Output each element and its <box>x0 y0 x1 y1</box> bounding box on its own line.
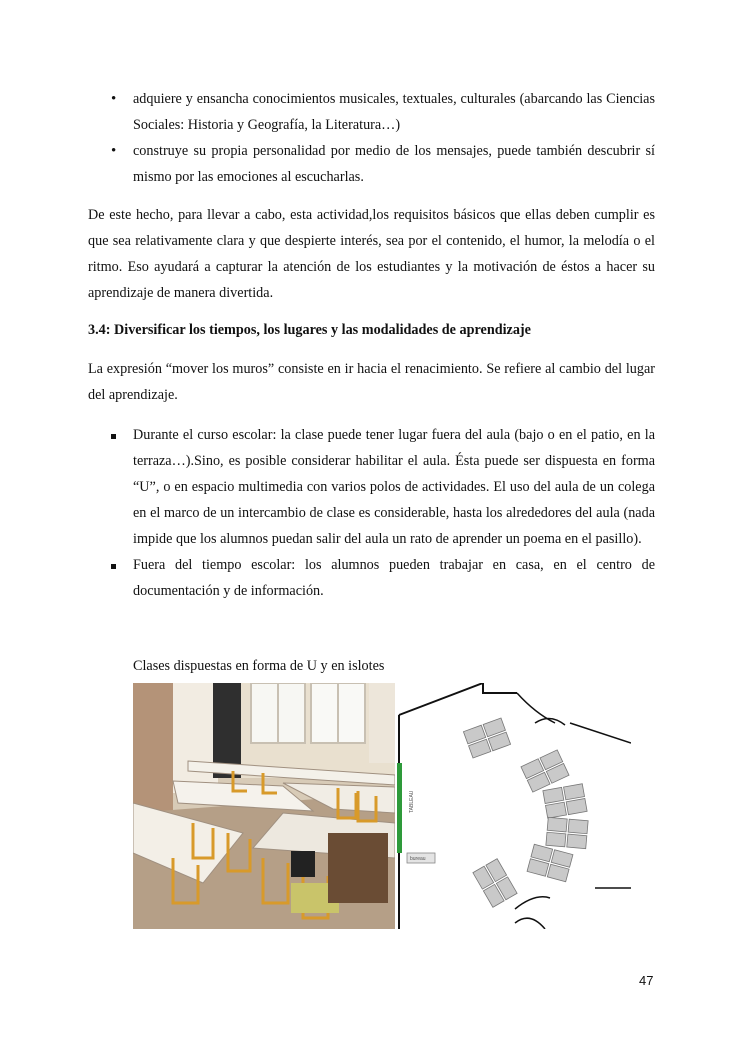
list-item <box>88 138 655 190</box>
list-item <box>88 422 655 552</box>
bullet-list-bottom <box>88 422 655 604</box>
list-item <box>88 86 655 138</box>
list-item-text: construye su propia personalidad por medio de los mensajes, puede también descubrir sí mismo por las emociones al escucharlas. <box>133 143 655 185</box>
islands-floor-plan <box>395 683 631 929</box>
classroom-images <box>133 683 631 929</box>
page-number: 47 <box>639 973 654 988</box>
bullet-disc-icon: • <box>111 143 117 159</box>
bullet-square-icon <box>111 422 116 448</box>
list-item-text: Durante el curso escolar: la clase puede tener lugar fuera del aula (bajo o en el patio, en la terraza…).Sino, es posible considerar habilitar el aula. Ésta puede ser dispuesta en forma “U”, o en espacio multimedia con varios polos de actividades. El uso del aula de un colega en el marco de un intercambio de clase es considerable, hasta los alrededores del aula (nada impide que los alumnos puedan salir del aula un rato de aprender un poema en el pasillo). <box>133 427 655 547</box>
bullet-square-icon <box>111 552 116 578</box>
plan-label-desk: bureau <box>410 856 426 862</box>
list-item-text: Fuera del tiempo escolar: los alumnos pueden trabajar en casa, en el centro de documentación y de información. <box>133 557 655 599</box>
paragraph: De este hecho, para llevar a cabo, esta actividad,los requisitos básicos que ellas deben cumplir es que sea relativamente clara y que despierte interés, sea por el contenido, el humor, la melodía o el ritmo. Eso ayudará a capturar la atención de los estudiantes y la motivación de éstos a hacer su aprendizaje de manera divertida. <box>88 207 655 301</box>
bullet-list-top <box>88 86 655 190</box>
list-item-text: adquiere y ensancha conocimientos musicales, textuales, culturales (abarcando las Ciencias Sociales: Historia y Geografía, la Literatura…) <box>133 91 655 133</box>
section-heading: 3.4: Diversificar los tiempos, los lugares y las modalidades de aprendizaje <box>88 322 531 338</box>
classroom-figure <box>133 683 631 929</box>
paragraph: La expresión “mover los muros” consiste en ir hacia el renacimiento. Se refiere al cambio del lugar del aprendizaje. <box>88 361 655 403</box>
bullet-disc-icon: • <box>111 91 117 107</box>
list-item <box>88 552 655 604</box>
figure-caption: Clases dispuestas en forma de U y en islotes <box>133 658 385 674</box>
u-shaped-classroom-photo <box>133 683 395 929</box>
plan-label-board: TABLEAU <box>409 790 415 813</box>
